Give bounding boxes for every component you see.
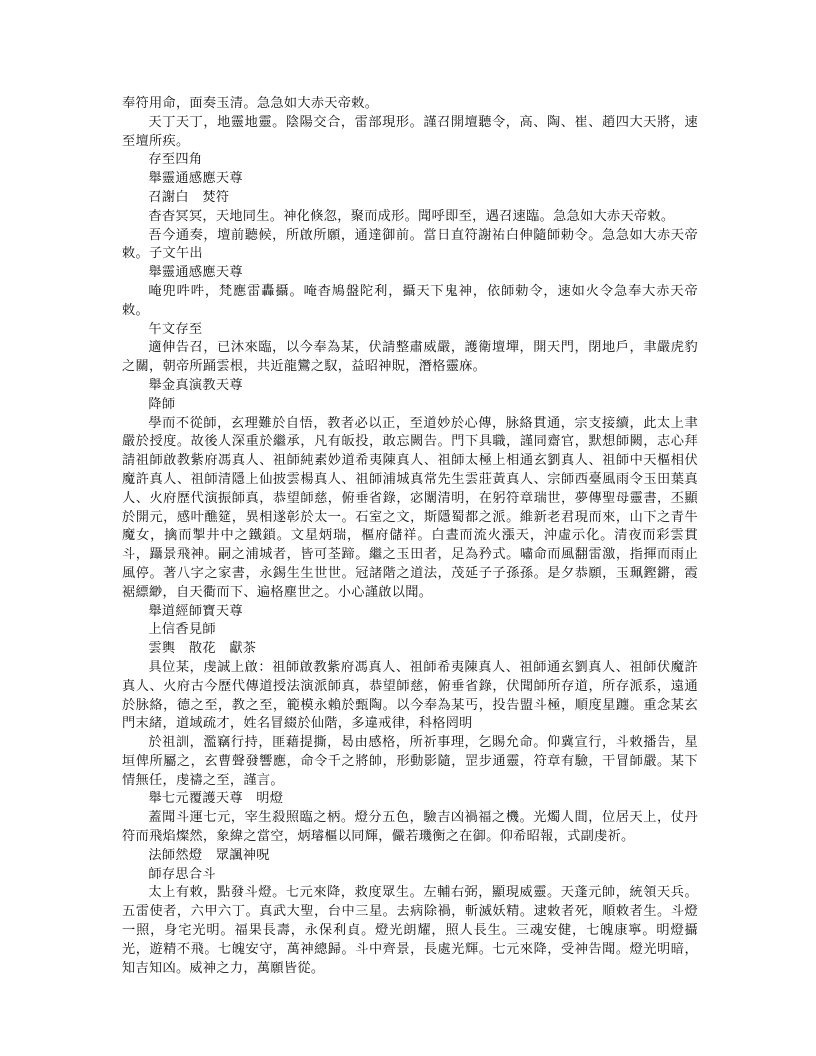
ritual-heading: 舉靈通感應天尊 [148, 265, 243, 281]
ritual-heading: 法師然燈 眾諷神呪 [148, 847, 270, 863]
ritual-heading: 舉靈通感應天尊 [148, 171, 243, 187]
ritual-heading: 上信香見師 [148, 622, 216, 638]
ritual-heading: 召謝白 焚符 [148, 189, 230, 205]
ritual-heading: 存至四角 [148, 152, 203, 168]
paragraph: 於祖訓，濫竊行持，匪藉提撕，曷由感格，所祈事理，乞賜允命。仰冀宣行，斗敕播告，星垣俾所屬之，玄曹聲發響應，命令千之將帥，形動影隨，罡步通靈，符章有驗，干冒師嚴。某下情無任，虔禱之至，謹言。 [122, 735, 698, 788]
ritual-heading: 舉道經師寶天尊 [148, 603, 243, 619]
paragraph: 蓋聞斗運七元，宰生殺照臨之柄。燈分五色，驗吉凶禍福之機。光燭人間，位居天上，仗丹符而飛焰燦然，象緯之當空，炳璿樞以同輝，儼若璣衡之在御。仰希昭報，式副虔祈。 [122, 810, 698, 845]
document-body [122, 95, 698, 978]
ritual-heading: 師存思合斗 [148, 866, 216, 882]
paragraph: 適伸告召，已沐來臨，以今奉為某，伏請整肅威嚴，護衛壇墠，開天門，閉地戶，聿嚴虎豹之關，朝帝所踊雲根，共近龍鸞之馭，益昭神貺，潛格靈庥。 [122, 340, 698, 375]
paragraph: 杳杳冥冥，天地同生。神化倏忽，聚而成形。聞呼即至，遇召速臨。急急如大赤天帝敕。 [148, 208, 675, 224]
ritual-heading: 雲輿 散花 獻茶 [148, 641, 257, 657]
ritual-heading: 舉七元覆護天尊 明燈 [148, 791, 284, 807]
paragraph: 天丁天丁，地靈地靈。陰陽交合，雷部現形。謹召開壇聽令，高、陶、崔、趙四大天將，速至壇所疾。 [122, 114, 698, 149]
ritual-heading: 舉金真演教天尊 [148, 377, 243, 393]
ritual-heading: 降師 [148, 396, 176, 412]
paragraph: 具位某，虔誠上啟：祖師啟教紫府馮真人、祖師希夷陳真人、祖師通玄劉真人、祖師伏魔許真人、火府古今歷代傳道授法演派師真，恭望師慈，俯垂省錄，伏聞師所存道，所存派系，遠通於脉絡，德之至，教之至，範模永賴於甄陶。以今奉為某丐，投告盟斗極，順度星躔。重念某玄門末緒，道域疏才，姓名冒綴於仙階，多違戒律，科格罔明 [122, 659, 698, 732]
paragraph: 學而不從師，玄理難於自悟，教者必以正，至道妙於心傳，脉絡貫通，宗支接續，此太上聿嚴於授度。故後人深重於繼承，凡有皈投，敢忘闕告。門下具職，謹同齋官，默想師闕，志心拜請祖師啟教紫府馮真人、祖師純素妙道希夷陳真人、祖師太極上相通玄劉真人、祖師中天樞相伏魔許真人、祖師清隱上仙披雲楊真人、祖師浦城真常先生雲莊黃真人、宗師西臺風雨令玉田葉真人、火府歷代演振師真，恭望師慈，俯垂省錄，宓闈清明，在躬符章瑞世，夢傳聖母靈書，丕顯於開元，感叶醮筵，異相遂彰於太一。石室之文，斯隱蜀都之派。維新老君現而來，山下之青牛魔女，擒而掣井中之鐵鎖。文星炳瑞，樞府儲祥。白晝而流火漲天，沖虛示化。清夜而彩雲貫斗，躡景飛神。嗣之浦城者，皆可荃蹄。繼之玉田者，足為矜式。嘯命而風翻雷激，指揮而雨止風停。著八字之家書，永錫生生世世。冠諸階之道法，茂延子子孫孫。是夕恭願，玉珮鏗鏘，霞裾縹緲，自天衢而下、遍格塵世之。小心謹啟以聞。 [122, 415, 698, 600]
paragraph: 太上有敕，點發斗燈。七元來降，救度眾生。左輔右弼，顯現威靈。天蓬元帥，統領天兵。五雷使者，六甲六丁。真武大聖，台中三星。去病除禍，斬滅妖精。逮敕者死，順敕者生。斗燈一照，身宅光明。福果長壽，永保利貞。燈光朗耀，照人長生。三魂安健，七魄康寧。明燈攝光，遊精不飛。七魄安守，萬神總歸。斗中齊景，長處光輝。七元來降，受神告聞。燈光明暗，知吉知凶。威神之力，萬願皆從。 [122, 885, 698, 976]
ritual-heading: 午文存至 [148, 321, 203, 337]
paragraph-continuation: 奉符用命，面奏玉清。急急如大赤天帝敕。 [122, 96, 379, 111]
paragraph: 唵兜吽吽，梵應雷轟攝。唵杳鳩盤陀利，攝天下鬼神，依師勅令，速如火令急奉大赤天帝敕。 [122, 283, 698, 318]
paragraph: 吾今通奏，壇前聽候，所啟所願，通達御前。當日直符謝祐白伸隨師勅令。急急如大赤天帝敕。子文午出 [122, 227, 698, 262]
